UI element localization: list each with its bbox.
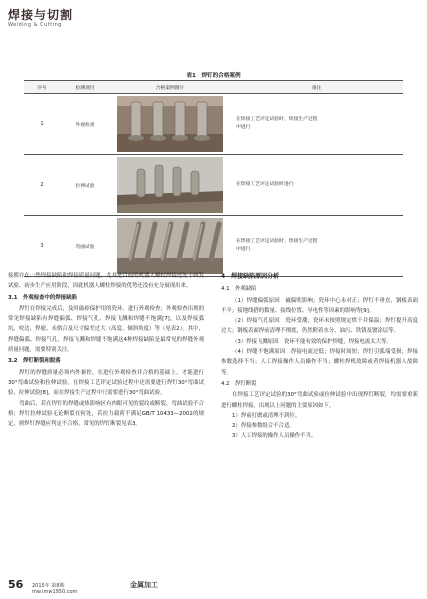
note-line: 中进行 [236, 125, 251, 130]
section-heading: 3.1 外观检查中的焊接缺陷 [8, 294, 77, 301]
row-note [230, 94, 403, 155]
stud-tensile-photo [117, 157, 223, 213]
table-row [24, 94, 403, 155]
paragraph: （3）焊接飞溅原因 瓷环不能有效的保护焊缝，焊接电流太大等。 [232, 338, 392, 345]
photo-cell [110, 94, 230, 155]
row-note [230, 155, 403, 216]
col-header-no: 序号 [24, 81, 60, 94]
paragraph: 焊钉的焊缝质量必须内外兼控，在进行外观检查并合格的基础上，才能进行30°弯曲试验和拉伸试验。在焊接工艺评定试验过程中还需要进行焊钉30°弯曲试验、拉伸试验[8]，而在焊接生产过程中只需要进行30°弯曲试验。 [8, 369, 204, 397]
row-no: 1 [24, 94, 60, 155]
list-item: 2）焊接参数组合不合适。 [232, 423, 295, 430]
paragraph: 在焊接工艺评定试验的30°弯曲试验或拉伸试验中出现焊钉断裂，均需要重新进行螺柱焊接，出现以上问题的主要原因如下。 [221, 392, 418, 409]
qualified-cases-table [24, 80, 403, 277]
subsection-heading: 4.2 焊钉断裂 [221, 380, 257, 387]
brand-title: 焊接与切割 [8, 8, 74, 22]
row-item: 外观检查 [60, 94, 110, 155]
note-line: 在焊接工艺评定试验时、焊接生产过程 [236, 239, 318, 245]
paragraph: 弯曲后，若在焊钉的焊缝或热影响区有肉眼可见的裂纹或断裂，弯曲试验不合格；焊钉拉伸试验无论断裂在何处，若拉力载荷不满足GB/T 10433—2002的规定，则焊钉焊缝应判定不合格。常见的焊钉断裂见表3。 [8, 400, 204, 428]
stud-appearance-photo [117, 96, 223, 152]
photo-cell [110, 216, 230, 277]
list-item: 1）焊前打磨或清理不到位。 [232, 412, 301, 419]
table-row [24, 155, 403, 216]
subsection-heading: 4.1 外观缺陷 [221, 286, 257, 293]
masthead [8, 6, 73, 28]
col-header-note: 备注 [230, 81, 403, 94]
section-heading: 4 焊接缺陷原因分析 [221, 273, 280, 280]
site-label: mw.imw1950.com [32, 589, 78, 595]
photo-cell [110, 155, 230, 216]
note-line: 在焊接工艺评定试验时、焊接生产过程 [236, 117, 318, 123]
row-item: 拉伸试验 [60, 155, 110, 216]
paragraph: 焊钉在焊接完成后，及时敲掉保护用的瓷环，进行外观检查；外观检查出现的常见焊接缺陷有焊缝偏弧、焊接气孔、焊接飞溅和焊缝不饱满[7]，以及焊接弧坑、咬边、焊瘤、未熔合及尺寸偏差过大（高度、倾斜角度）等（见表2）。其中，焊缝偏弧、焊接气孔、焊接飞溅和焊缝不饱满这4种焊接缺陷是最常见的焊缝外观质量问题，需要特别关注。 [8, 305, 204, 354]
left-column [8, 271, 204, 429]
col-header-photo: 合格案例图片 [110, 81, 230, 94]
note-line: 中进行 [236, 247, 251, 252]
note-line: 在焊接工艺评定试验时进行 [236, 182, 294, 188]
page-number: 56 [8, 578, 24, 591]
paragraph: （2）焊接气孔原因 瓷环受潮；瓷环未按照规定烘干并保温；焊钉提升高度过大；钢板表面焊前清理不彻底，仍然附着水分、油污、铁锈及镀涂层等。 [221, 318, 418, 335]
list-item: 3）人工焊接的操作人员操作不当。 [232, 433, 317, 440]
paragraph: （1）焊缝偏弧原因 磁偏吹影响；瓷环中心未对正；焊钉不垂直，钢板表面不平；接地线搭的数量、接线位置、导电性等因素的影响等[9]。 [221, 297, 418, 314]
table-header-row [24, 81, 403, 94]
table-row [24, 216, 403, 277]
publication-logo: 金属加工 [130, 581, 158, 589]
row-note [230, 216, 403, 277]
brand-subtitle: Welding & Cutting [8, 22, 62, 28]
right-column [221, 271, 418, 442]
col-header-item: 检测项目 [60, 81, 110, 94]
row-no: 2 [24, 155, 60, 216]
table-caption: 表1 焊钉的合格案例 [186, 73, 241, 79]
footer-issue [32, 582, 77, 595]
section-heading: 3.2 焊钉断裂和脱落 [8, 358, 61, 365]
row-item: 弯曲试验 [60, 216, 110, 277]
paragraph: 接都存在一些焊接缺陷和焊接质量问题，尤其是目前的机器人螺柱焊接还处于研发试验、初步生产应用阶段，因此机器人螺柱焊接的优势还没有充分展现出来。 [8, 273, 204, 290]
issue-label: 2015年 第8期 [32, 583, 65, 589]
paragraph: （4）焊缝不饱满原因 焊接电流过低；焊接时间短；焊钉引弧端受损；焊接参数选择不当；人工焊接操作人员操作不当；螺柱焊机故障或者焊接机器人故障等。 [221, 349, 418, 376]
row-no: 3 [24, 216, 60, 277]
stud-bend-photo [117, 218, 223, 274]
